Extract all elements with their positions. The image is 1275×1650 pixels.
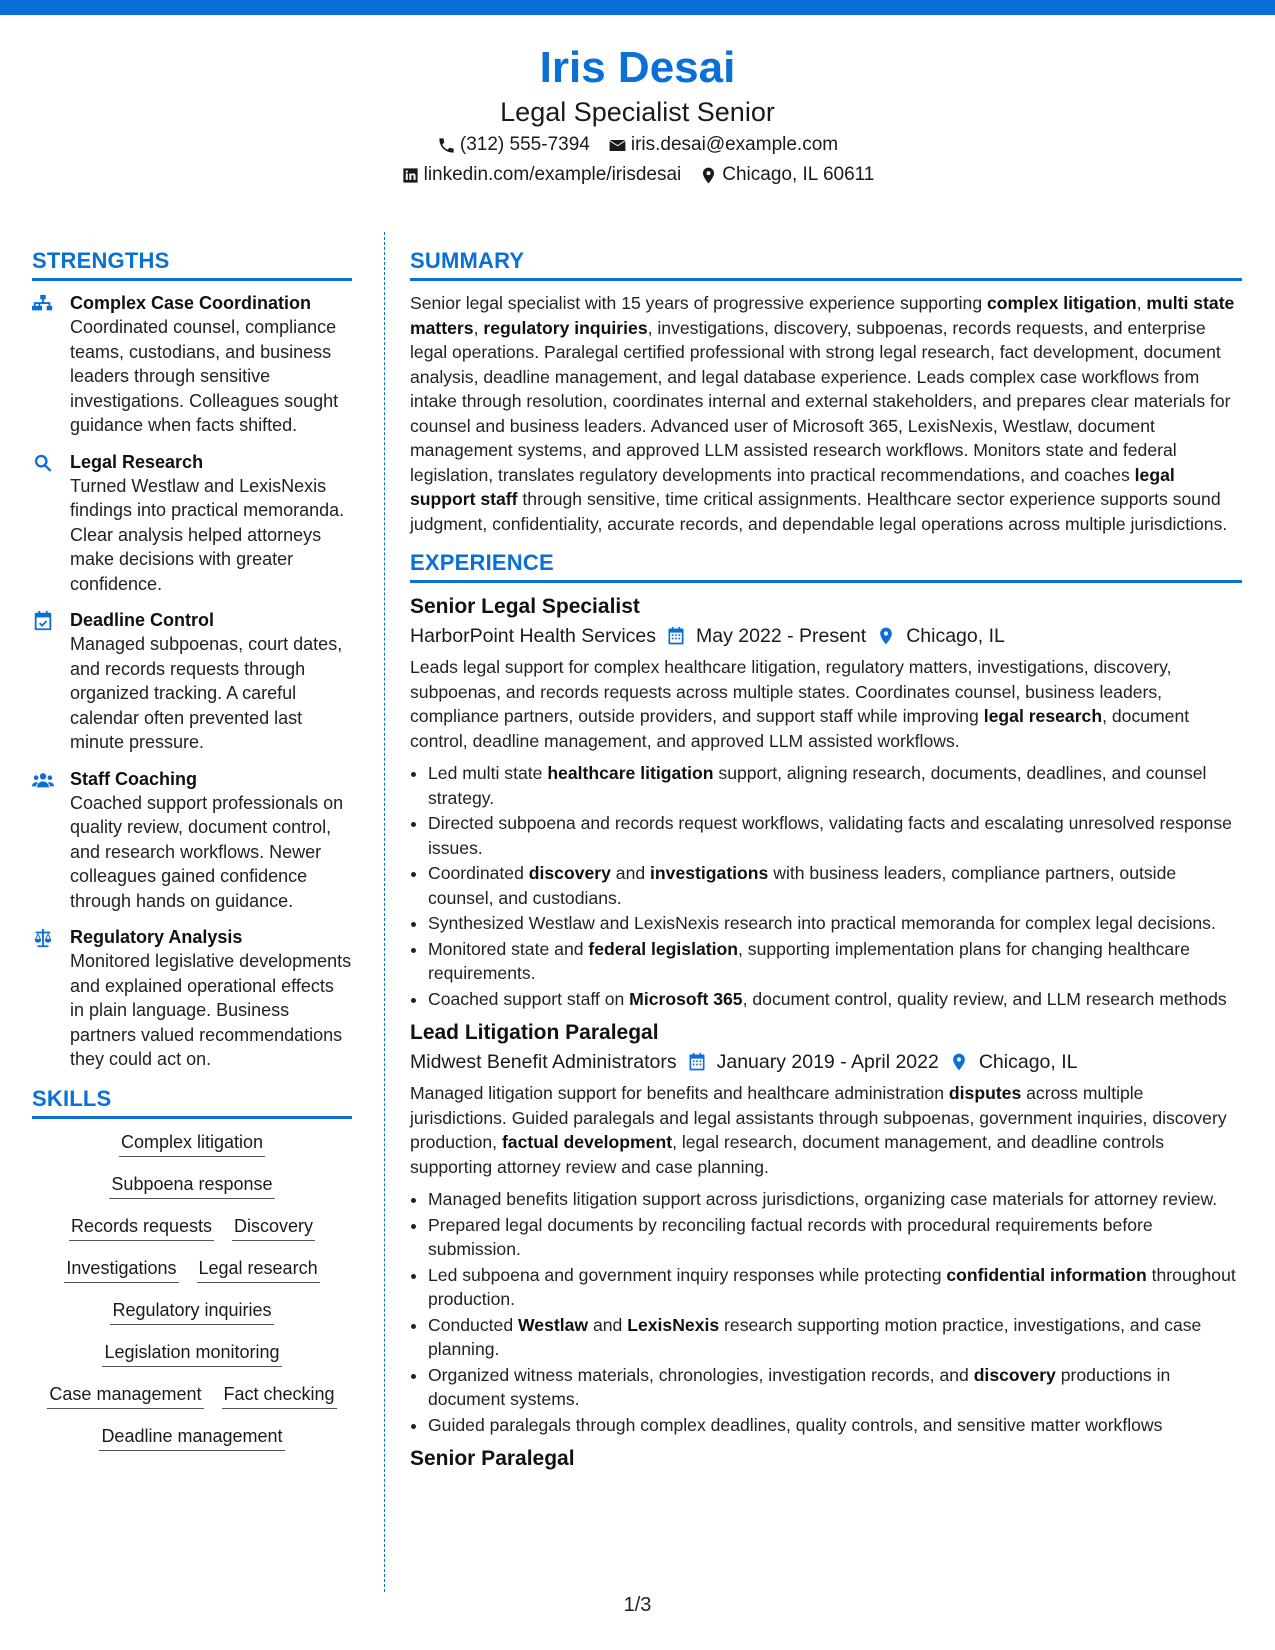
job-company: HarborPoint Health Services — [410, 625, 657, 647]
strength-item — [32, 291, 352, 438]
text-run: Led multi state — [428, 763, 548, 783]
email-text: iris.desai@example.com — [630, 134, 839, 155]
phone-icon — [437, 136, 456, 155]
bullet-item — [428, 911, 1242, 936]
job-entry — [410, 593, 1242, 1011]
strength-desc: Coordinated counsel, compliance teams, custodians, and business leaders through sensitive investigations. Colleagues sought guidance when facts shifted. — [70, 317, 339, 435]
job-entry — [410, 1445, 1242, 1473]
job-summary — [410, 1081, 1242, 1179]
skill-tag: Case management — [47, 1381, 203, 1409]
text-run: Monitored state and — [428, 938, 589, 959]
skill-row — [32, 1171, 352, 1199]
text-run: throughout production. — [428, 1264, 1236, 1309]
text-run: Led subpoena and government inquiry responses while protecting — [428, 1264, 947, 1285]
skill-row — [32, 1423, 352, 1451]
strength-item — [32, 450, 352, 597]
skill-tag: Regulatory inquiries — [110, 1297, 273, 1325]
strength-title: Complex Case Coordination — [70, 293, 312, 313]
job-location: Chicago, IL — [906, 625, 1005, 647]
strength-desc: Coached support professionals on quality review, document control, and research workflows. Newer colleagues gained confidence through hands on guidance. — [70, 792, 344, 911]
right-column — [410, 246, 1242, 1473]
job-dates: January 2019 - April 2022 — [716, 1051, 939, 1073]
text-run: Guided paralegals through complex deadlines, quality controls, and sensitive matter workflows — [428, 1414, 1163, 1435]
job-company: Midwest Benefit Administrators — [410, 1051, 677, 1073]
bold-keyword: confidential information — [946, 1264, 1147, 1285]
job-title: Senior Paralegal — [410, 1447, 575, 1470]
bullet-item — [428, 1413, 1242, 1438]
strength-title: Legal Research — [70, 451, 204, 472]
text-run: , legal research, document management, and deadline controls supporting attorney review and case planning. — [410, 1132, 1165, 1177]
contact-row-1 — [0, 130, 1275, 160]
text-run: , investigations, discovery, subpoenas, records requests, and enterprise legal operations. Paralegal certified professional with strong legal research, fact development, document analysis, deadline management, and legal database experience. Leads complex case workflows from intake through resolution, coordinates internal and external stakeholders, and prepares clear materials for counsel and business leaders. Advanced user of Microsoft 365, LexisNexis, Westlaw, document management systems, and approved LLM assisted research workflows. Monitors state and federal legislation, translates regulatory developments into practical recommendations, and coaches — [410, 317, 1231, 485]
page-number: 1/3 — [623, 1594, 652, 1616]
bold-keyword: federal legislation — [588, 938, 738, 959]
skills-heading: SKILLS — [32, 1084, 352, 1119]
text-run: Coordinated — [428, 863, 529, 883]
map-pin-icon — [949, 1052, 969, 1072]
calendar-icon — [666, 626, 686, 646]
job-summary — [410, 655, 1242, 753]
linkedin-text: linkedin.com/example/irisdesai — [423, 164, 682, 185]
calendar-icon — [687, 1052, 707, 1072]
job-meta — [410, 1047, 1242, 1077]
bullet-item — [428, 937, 1242, 986]
job-dates: May 2022 - Present — [696, 625, 867, 647]
summary-text — [410, 291, 1242, 536]
bold-keyword: discovery — [973, 1364, 1056, 1385]
linkedin-contact[interactable] — [401, 160, 682, 190]
email-contact[interactable] — [608, 130, 838, 160]
bold-keyword: legal research — [983, 706, 1103, 726]
skill-tag: Fact checking — [222, 1381, 337, 1409]
text-run: Coached support staff on — [428, 988, 630, 1009]
text-run: , — [473, 317, 484, 338]
experience-list — [410, 593, 1242, 1473]
text-run: Conducted — [428, 1314, 518, 1335]
bullet-item — [428, 1263, 1242, 1312]
skill-tag: Legal research — [197, 1255, 320, 1283]
text-run: and — [588, 1314, 628, 1335]
skill-row — [32, 1339, 352, 1367]
text-run: Directed subpoena and records request workflows, validating facts and escalating unresolved response issues. — [428, 813, 1232, 858]
bullet-item — [428, 1187, 1242, 1212]
text-run: with business leaders, compliance partners, outside counsel, and custodians. — [428, 863, 1177, 908]
bold-keyword: complex litigation — [987, 293, 1137, 313]
strength-desc: Monitored legislative developments and explained operational effects in plain language. Business partners valued recommendations they could act on. — [70, 951, 352, 1069]
resume-header — [0, 40, 1275, 190]
text-run: , document control, deadline management, and approved LLM assisted workflows. — [410, 706, 1190, 751]
bullet-item — [428, 1213, 1242, 1262]
calendar-check-icon — [32, 610, 54, 632]
candidate-name: Iris Desai — [539, 43, 736, 92]
text-run: Senior legal specialist with 15 years of progressive experience supporting — [410, 293, 987, 313]
text-run: and — [610, 863, 651, 883]
strength-title: Regulatory Analysis — [70, 927, 243, 947]
strength-title: Staff Coaching — [70, 768, 198, 789]
contact-row-2 — [0, 160, 1275, 190]
strength-item — [32, 767, 352, 914]
map-pin-icon — [699, 166, 718, 185]
text-run: , supporting implementation plans for changing healthcare requirements. — [428, 938, 1190, 983]
text-run: Prepared legal documents by reconciling factual records with procedural requirements before submission. — [428, 1214, 1153, 1259]
strength-title: Deadline Control — [70, 610, 215, 630]
skill-row — [32, 1381, 352, 1409]
search-icon — [32, 452, 54, 474]
scale-icon — [32, 927, 54, 949]
left-column — [32, 246, 352, 1465]
bold-keyword: Microsoft 365 — [629, 988, 743, 1009]
users-icon — [32, 769, 54, 791]
skill-row — [32, 1129, 352, 1157]
bold-keyword: Westlaw — [518, 1314, 589, 1335]
text-run: support, aligning research, documents, deadlines, and counsel strategy. — [428, 763, 1207, 808]
skill-tag: Discovery — [232, 1213, 315, 1241]
bullet-item — [428, 987, 1242, 1012]
skill-tag: Complex litigation — [119, 1129, 265, 1157]
bold-keyword: multi state matters — [410, 293, 1235, 338]
text-run: productions in document systems. — [428, 1364, 1171, 1409]
job-location: Chicago, IL — [978, 1051, 1078, 1073]
summary-heading: SUMMARY — [410, 246, 1242, 281]
bold-keyword: investigations — [650, 863, 769, 883]
bold-keyword: LexisNexis — [627, 1314, 720, 1335]
linkedin-icon — [401, 166, 420, 185]
bold-keyword: factual development — [501, 1132, 673, 1152]
bold-keyword: regulatory inquiries — [483, 317, 648, 338]
skill-row — [32, 1255, 352, 1283]
org-chart-icon — [32, 293, 54, 315]
text-run: Leads legal support for complex healthcare litigation, regulatory matters, investigations, discovery, subpoenas, and records requests across multiple states. Coordinates counsel, business leaders, compliance partners, outside providers, and support staff while improving — [410, 657, 1172, 726]
text-run: across multiple jurisdictions. Guided paralegals and legal assistants through subpoenas, government inquiries, discovery production, — [410, 1083, 1227, 1152]
text-run: , — [1136, 293, 1147, 313]
text-run: research supporting motion practice, investigations, and case planning. — [428, 1314, 1202, 1359]
skill-tag: Deadline management — [99, 1423, 284, 1451]
location-text: Chicago, IL 60611 — [722, 164, 875, 185]
bold-keyword: legal support staff — [410, 464, 1175, 509]
column-divider — [384, 232, 385, 1592]
job-meta — [410, 621, 1242, 651]
job-entry — [410, 1019, 1242, 1437]
top-accent-bar — [0, 0, 1275, 15]
envelope-icon — [608, 136, 627, 155]
bold-keyword: healthcare litigation — [547, 763, 714, 783]
skill-tag: Records requests — [69, 1213, 214, 1241]
skill-row — [32, 1297, 352, 1325]
job-title: Senior Legal Specialist — [410, 595, 640, 618]
text-run: , document control, quality review, and LLM research methods — [742, 988, 1227, 1009]
skills-list — [32, 1129, 352, 1451]
bold-keyword: discovery — [528, 863, 611, 883]
job-title: Lead Litigation Paralegal — [410, 1021, 659, 1044]
strength-desc: Turned Westlaw and LexisNexis findings into practical memoranda. Clear analysis helped attorneys make decisions with greater confidence. — [70, 475, 345, 594]
bullet-item — [428, 1313, 1242, 1362]
phone-contact[interactable] — [437, 130, 590, 160]
text-run: Synthesized Westlaw and LexisNexis research into practical memoranda for complex legal decisions. — [428, 913, 1216, 933]
bold-keyword: disputes — [948, 1083, 1022, 1103]
experience-heading: EXPERIENCE — [410, 548, 1242, 583]
location-contact — [699, 160, 874, 190]
bullet-item — [428, 761, 1242, 810]
phone-text: (312) 555-7394 — [459, 134, 590, 155]
strength-item — [32, 925, 352, 1072]
candidate-title: Legal Specialist Senior — [500, 97, 775, 127]
skill-tag: Investigations — [64, 1255, 178, 1283]
job-bullets — [410, 761, 1242, 1011]
strength-desc: Managed subpoenas, court dates, and records requests through organized tracking. A careful calendar often prevented last minute pressure. — [70, 634, 343, 752]
bullet-item — [428, 861, 1242, 910]
skill-tag: Legislation monitoring — [102, 1339, 281, 1367]
text-run: Managed litigation support for benefits and healthcare administration — [410, 1083, 949, 1103]
text-run: Organized witness materials, chronologies, investigation records, and — [428, 1364, 974, 1385]
text-run: Managed benefits litigation support across jurisdictions, organizing case materials for attorney review. — [428, 1189, 1218, 1209]
skill-row — [32, 1213, 352, 1241]
job-bullets — [410, 1187, 1242, 1437]
bullet-item — [428, 1363, 1242, 1412]
bullet-item — [428, 811, 1242, 860]
map-pin-icon — [876, 626, 896, 646]
strengths-heading: STRENGTHS — [32, 246, 352, 281]
skill-tag: Subpoena response — [109, 1171, 274, 1199]
strength-item — [32, 608, 352, 755]
text-run: through sensitive, time critical assignments. Healthcare sector experience supports sound judgment, confidentiality, accurate records, and dependable legal operations across multiple jurisdictions. — [410, 489, 1228, 534]
